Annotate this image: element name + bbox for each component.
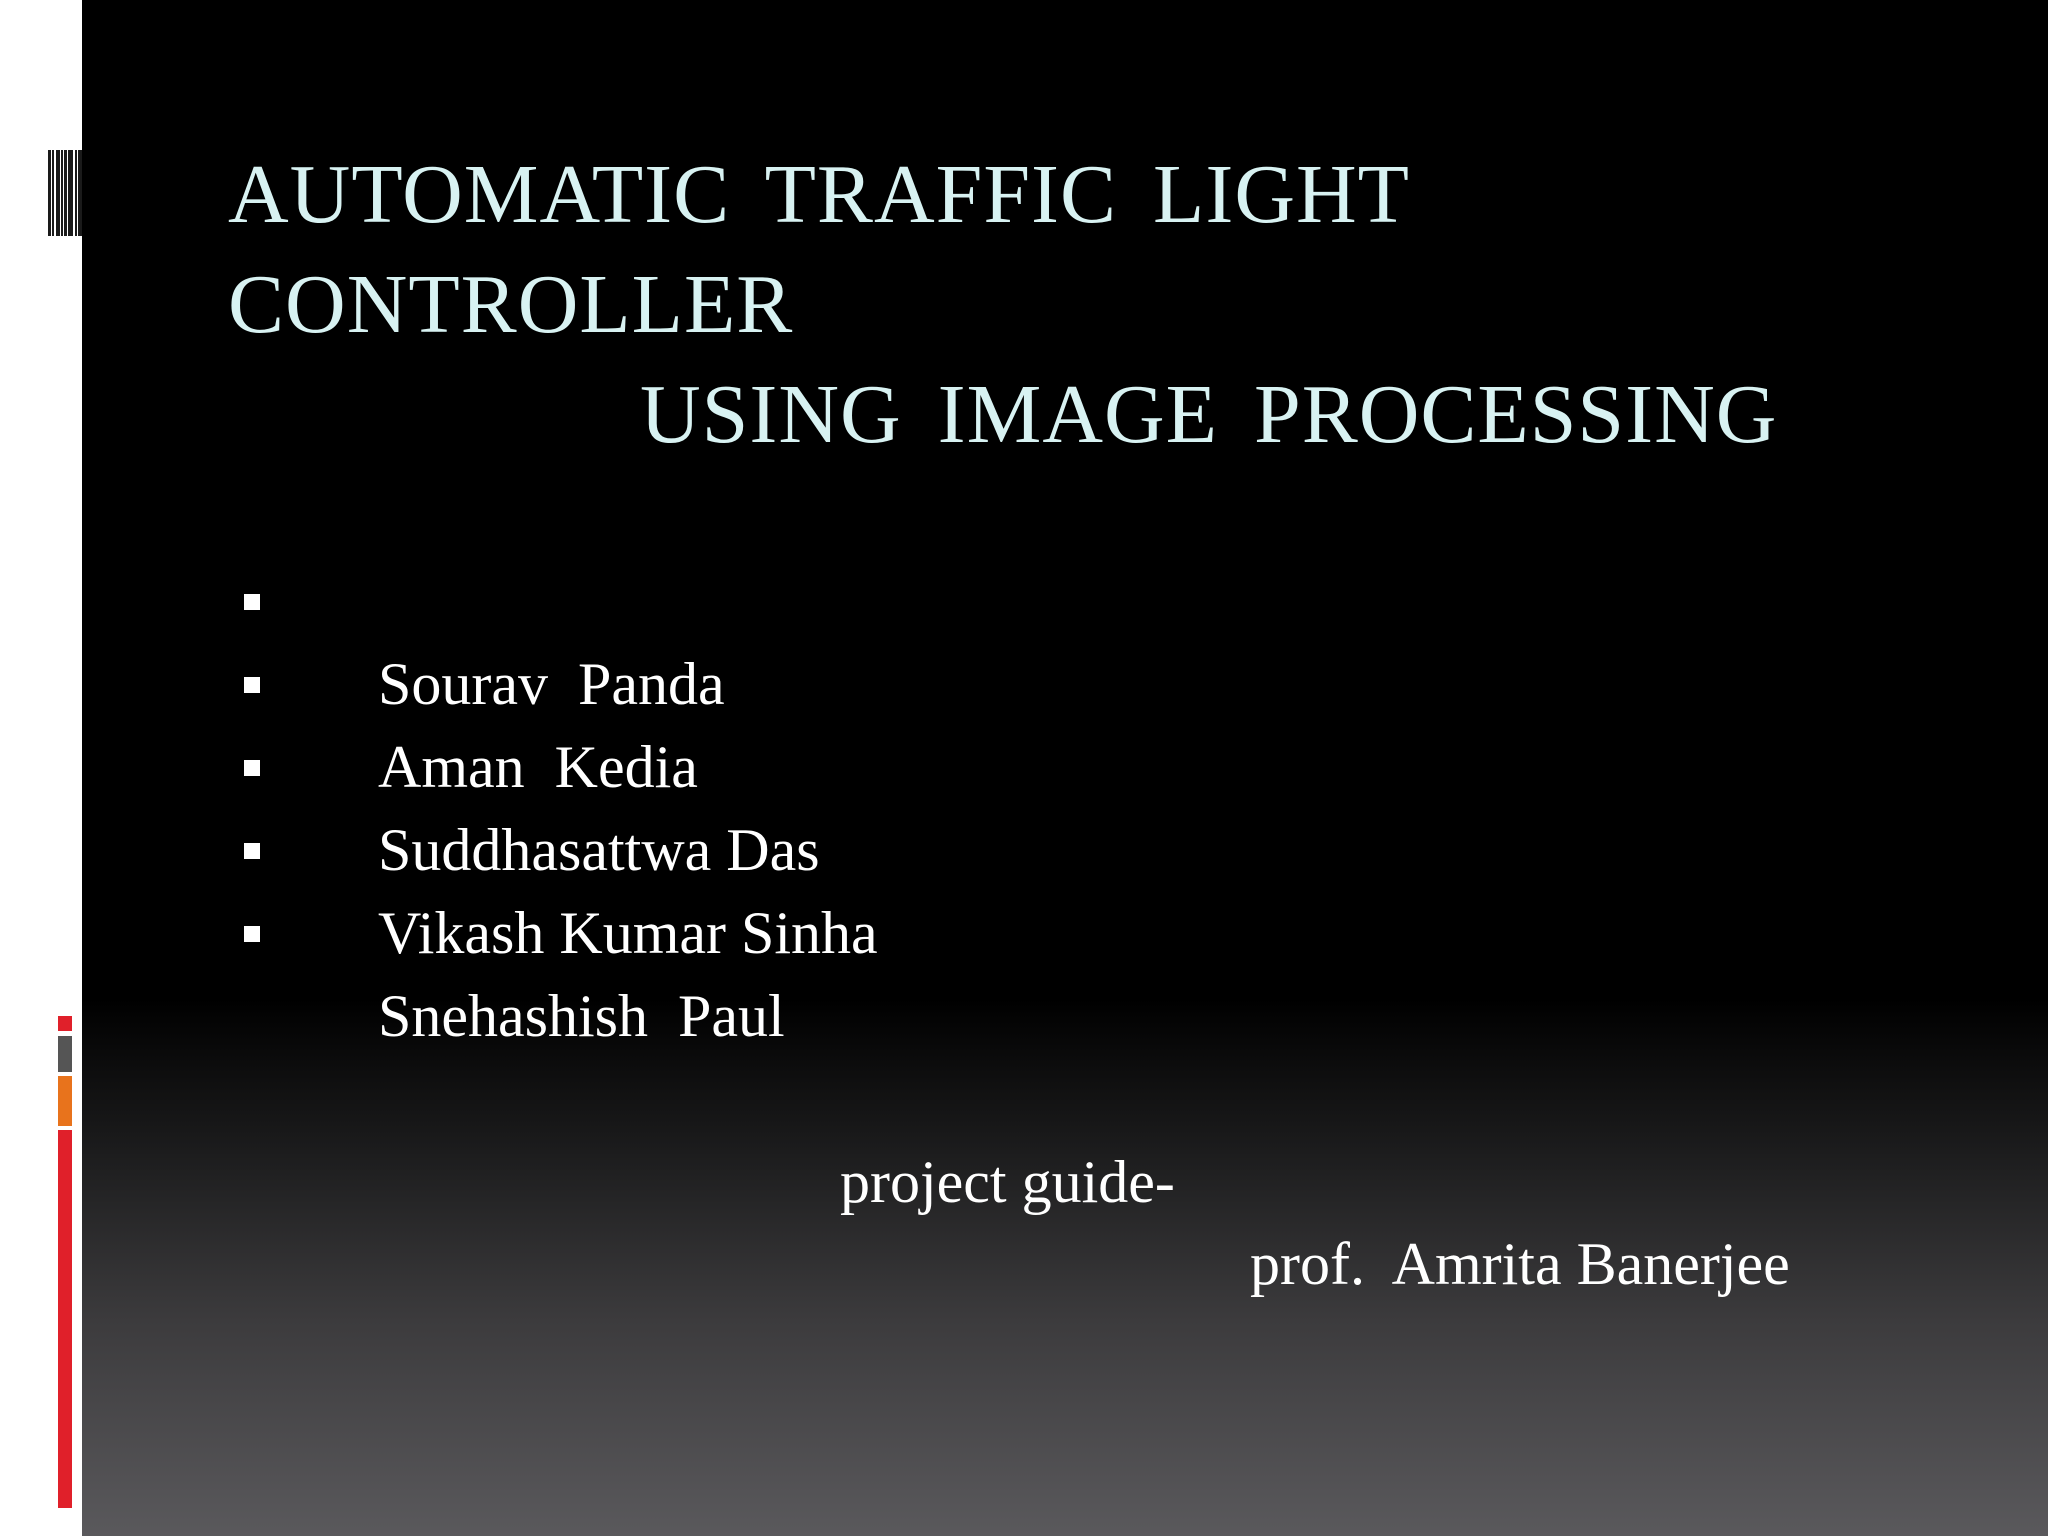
member-name: Suddhasattwa Das <box>378 817 820 883</box>
list-item <box>240 892 878 1049</box>
accent-bar-red-long <box>58 1130 72 1508</box>
square-bullet-icon <box>244 760 260 776</box>
team-member-list <box>240 560 878 1049</box>
project-guide-label: project guide- <box>840 1149 1175 1215</box>
member-name: Snehashish Paul <box>378 983 785 1049</box>
barcode-decoration <box>48 150 82 236</box>
list-item <box>240 560 878 717</box>
list-item <box>240 809 878 966</box>
square-bullet-icon <box>244 843 260 859</box>
title-line-2: USING IMAGE PROCESSING <box>640 368 1778 461</box>
accent-bar-gray <box>58 1036 72 1072</box>
member-name: Sourav Panda <box>378 651 725 717</box>
list-item <box>240 643 878 800</box>
square-bullet-icon <box>244 594 260 610</box>
accent-bar-orange <box>58 1076 72 1126</box>
square-bullet-icon <box>244 926 260 942</box>
title-line-1: AUTOMATIC TRAFFIC LIGHT CONTROLLER <box>228 148 1409 351</box>
project-guide-name: prof. Amrita Banerjee <box>1250 1231 1790 1297</box>
member-name: Aman Kedia <box>378 734 698 800</box>
slide-title <box>160 140 1880 470</box>
list-item <box>240 726 878 883</box>
square-bullet-icon <box>244 677 260 693</box>
member-name: Vikash Kumar Sinha <box>378 900 878 966</box>
accent-bar-red-top <box>58 1016 72 1031</box>
